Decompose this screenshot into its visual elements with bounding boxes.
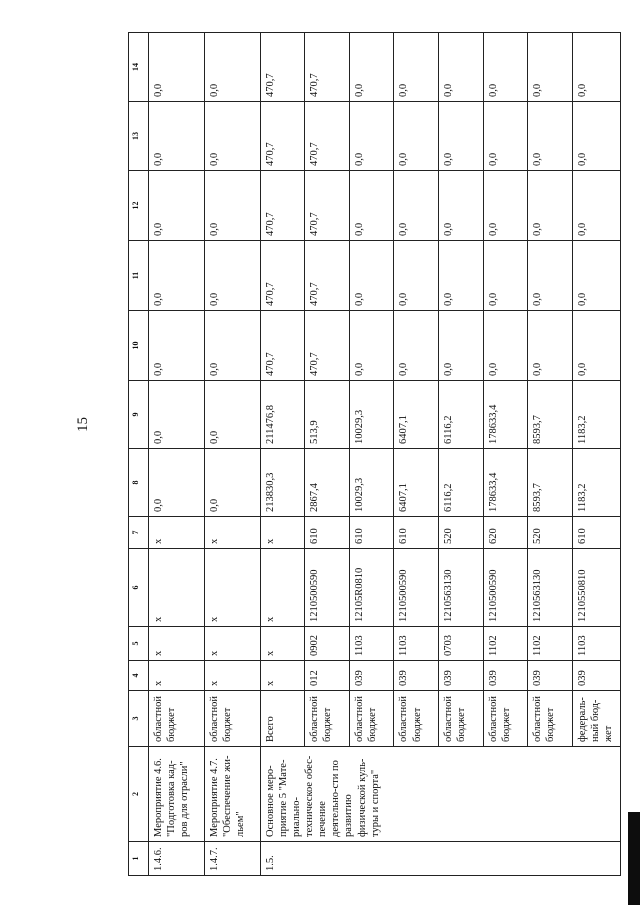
cell: 012 xyxy=(305,661,350,691)
cell: 520 xyxy=(439,517,484,549)
cell: x xyxy=(260,661,305,691)
cell: x xyxy=(260,549,305,627)
cell: 1103 xyxy=(572,627,620,661)
cell: 0,0 xyxy=(148,381,204,449)
row-number: 1.5. xyxy=(260,842,620,876)
scan-edge-bar xyxy=(628,812,640,905)
cell: 10029,3 xyxy=(349,449,394,517)
cell: 0,0 xyxy=(394,33,439,102)
cell: 1103 xyxy=(394,627,439,661)
cell: x xyxy=(148,517,204,549)
cell: 470,7 xyxy=(305,33,350,102)
cell: 0,0 xyxy=(204,381,260,449)
cell: 470,7 xyxy=(260,33,305,102)
header-cell: 1 xyxy=(129,842,149,876)
cell: 0703 xyxy=(439,627,484,661)
cell: 1210500590 xyxy=(394,549,439,627)
cell: 178633,4 xyxy=(483,381,528,449)
cell: 0,0 xyxy=(439,171,484,241)
row-source: областной бюджет xyxy=(439,691,484,747)
cell: 0,0 xyxy=(148,171,204,241)
cell: 039 xyxy=(349,661,394,691)
cell: 470,7 xyxy=(260,171,305,241)
cell: 2867,4 xyxy=(305,449,350,517)
cell: 0,0 xyxy=(528,33,573,102)
row-number: 1.4.7. xyxy=(204,842,260,876)
cell: 0,0 xyxy=(148,241,204,311)
cell: x xyxy=(260,627,305,661)
cell: 039 xyxy=(394,661,439,691)
cell: 0,0 xyxy=(528,171,573,241)
row-source: областной бюджет xyxy=(305,691,350,747)
cell: 0,0 xyxy=(394,102,439,171)
cell: 0,0 xyxy=(349,241,394,311)
cell: 1210500590 xyxy=(305,549,350,627)
header-row xyxy=(129,33,149,876)
cell: 610 xyxy=(349,517,394,549)
cell: 039 xyxy=(528,661,573,691)
cell: 470,7 xyxy=(305,241,350,311)
budget-table xyxy=(128,32,621,876)
row-source: областной бюджет xyxy=(394,691,439,747)
page-number: 15 xyxy=(75,417,91,432)
cell: 470,7 xyxy=(305,311,350,381)
cell: 6407,1 xyxy=(394,449,439,517)
cell: 178633,4 xyxy=(483,449,528,517)
cell: 0,0 xyxy=(394,311,439,381)
cell: 0,0 xyxy=(204,241,260,311)
cell: 0,0 xyxy=(528,102,573,171)
row-source: областной бюджет xyxy=(148,691,204,747)
cell: 0,0 xyxy=(483,33,528,102)
rotated-table-wrapper xyxy=(128,33,621,876)
cell: x xyxy=(148,627,204,661)
cell: 0,0 xyxy=(394,241,439,311)
cell: 0,0 xyxy=(148,33,204,102)
row-source: областной бюджет xyxy=(483,691,528,747)
cell: 0,0 xyxy=(439,241,484,311)
cell: x xyxy=(204,627,260,661)
header-cell: 9 xyxy=(129,381,149,449)
cell: x xyxy=(204,517,260,549)
cell: 0,0 xyxy=(394,171,439,241)
cell: 610 xyxy=(305,517,350,549)
cell: 0,0 xyxy=(204,102,260,171)
cell: 6116,2 xyxy=(439,449,484,517)
row-source: федераль-ный бюд-жет xyxy=(572,691,620,747)
header-cell: 5 xyxy=(129,627,149,661)
cell: 0,0 xyxy=(572,311,620,381)
cell: 1183,2 xyxy=(572,449,620,517)
cell: 0,0 xyxy=(148,449,204,517)
cell: 039 xyxy=(439,661,484,691)
cell: 513,9 xyxy=(305,381,350,449)
cell: 1210563130 xyxy=(528,549,573,627)
cell: 039 xyxy=(572,661,620,691)
cell: x xyxy=(204,549,260,627)
cell: 10029,3 xyxy=(349,381,394,449)
cell: 0,0 xyxy=(204,311,260,381)
cell: 0,0 xyxy=(483,311,528,381)
cell: 0,0 xyxy=(572,171,620,241)
cell: 1210563130 xyxy=(439,549,484,627)
cell: 0,0 xyxy=(572,102,620,171)
header-cell: 2 xyxy=(129,747,149,842)
header-cell: 11 xyxy=(129,241,149,311)
cell: 0,0 xyxy=(483,241,528,311)
cell: 0,0 xyxy=(349,33,394,102)
cell: 0,0 xyxy=(439,33,484,102)
cell: 8593,7 xyxy=(528,381,573,449)
cell: 1103 xyxy=(349,627,394,661)
cell: 0,0 xyxy=(483,171,528,241)
cell: 1102 xyxy=(483,627,528,661)
header-cell: 6 xyxy=(129,549,149,627)
cell: 470,7 xyxy=(305,102,350,171)
table-row xyxy=(148,33,204,876)
cell: x xyxy=(148,549,204,627)
cell: 0,0 xyxy=(148,311,204,381)
header-cell: 12 xyxy=(129,171,149,241)
cell: 0,0 xyxy=(572,241,620,311)
table-row xyxy=(204,33,260,876)
cell: 0,0 xyxy=(572,33,620,102)
cell: 1210550810 xyxy=(572,549,620,627)
row-number: 1.4.6. xyxy=(148,842,204,876)
header-cell: 3 xyxy=(129,691,149,747)
cell: 0902 xyxy=(305,627,350,661)
cell: 620 xyxy=(483,517,528,549)
row-source: областной бюджет xyxy=(528,691,573,747)
header-cell: 4 xyxy=(129,661,149,691)
cell: 470,7 xyxy=(260,102,305,171)
cell: 213830,3 xyxy=(260,449,305,517)
row-source: областной бюджет xyxy=(204,691,260,747)
cell: 1102 xyxy=(528,627,573,661)
header-cell: 13 xyxy=(129,102,149,171)
cell: 0,0 xyxy=(439,102,484,171)
cell: 470,7 xyxy=(305,171,350,241)
header-cell: 7 xyxy=(129,517,149,549)
cell: 0,0 xyxy=(204,33,260,102)
cell: 12105R0810 xyxy=(349,549,394,627)
cell: 0,0 xyxy=(528,311,573,381)
cell: 610 xyxy=(394,517,439,549)
cell: x xyxy=(260,517,305,549)
cell: 0,0 xyxy=(528,241,573,311)
cell: 0,0 xyxy=(148,102,204,171)
row-source: Всего xyxy=(260,691,305,747)
cell: x xyxy=(204,661,260,691)
cell: 0,0 xyxy=(349,311,394,381)
row-name: Мероприятие 4.6. "Подготовка кад-ров для отрасли" xyxy=(148,747,204,842)
cell: 470,7 xyxy=(260,241,305,311)
table-row xyxy=(260,33,305,876)
cell: 0,0 xyxy=(349,102,394,171)
cell: 610 xyxy=(572,517,620,549)
cell: 1210500590 xyxy=(483,549,528,627)
header-cell: 8 xyxy=(129,449,149,517)
header-cell: 14 xyxy=(129,33,149,102)
cell: 039 xyxy=(483,661,528,691)
cell: 1183,2 xyxy=(572,381,620,449)
cell: 8593,7 xyxy=(528,449,573,517)
header-cell: 10 xyxy=(129,311,149,381)
cell: 470,7 xyxy=(260,311,305,381)
cell: 6407,1 xyxy=(394,381,439,449)
cell: 0,0 xyxy=(349,171,394,241)
row-source: областной бюджет xyxy=(349,691,394,747)
cell: 0,0 xyxy=(204,449,260,517)
row-name: Основное меро-приятие 5 "Мате-риально-техническое обес-печение деятельно-сти по развитию физической куль-туры и спорта" xyxy=(260,747,620,842)
cell: 520 xyxy=(528,517,573,549)
cell: 0,0 xyxy=(439,311,484,381)
row-name: Мероприятие 4.7. "Обеспечение жи-льем" xyxy=(204,747,260,842)
cell: 6116,2 xyxy=(439,381,484,449)
cell: 0,0 xyxy=(204,171,260,241)
cell: 0,0 xyxy=(483,102,528,171)
cell: 211476,8 xyxy=(260,381,305,449)
cell: x xyxy=(148,661,204,691)
